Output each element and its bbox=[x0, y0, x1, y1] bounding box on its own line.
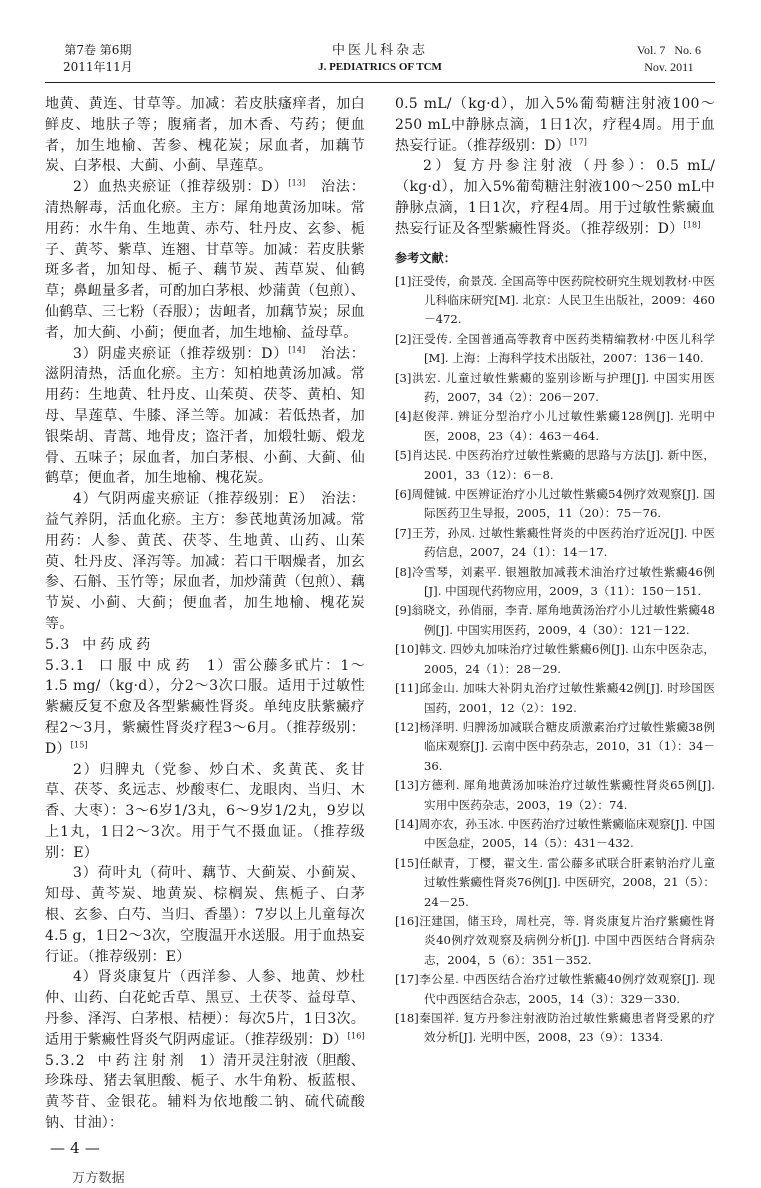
section-title: 中药注射剂 bbox=[97, 1052, 188, 1069]
reference-item bbox=[395, 1009, 715, 1048]
paragraph bbox=[45, 177, 365, 343]
paragraph bbox=[45, 656, 365, 760]
issue-info bbox=[63, 42, 133, 76]
reference-number: [15] bbox=[395, 855, 419, 870]
reference-item bbox=[395, 970, 715, 1009]
paragraph-body: 1）清开灵注射液（胆酸、珍珠母、猪去氧胆酸、栀子、水牛角粉、板蓝根、黄芩苷、金银花。辅料为依地酸二钠、硫代硫酸钠、甘油）： bbox=[45, 1052, 366, 1132]
reference-number: [8] bbox=[395, 564, 412, 579]
reference-item bbox=[395, 912, 715, 970]
paragraph: 地黄、黄连、甘草等。加减：若皮肤瘙痒者，加白鲜皮、地肤子等；腹痛者，加木香、芍药；便血者，加生地榆、苦参、槐花炭；尿血者，加藕节炭、白茅根、大蓟、小蓟、旱莲草。 bbox=[45, 96, 365, 175]
reference-text: 汪受传. 全国普通高等教育中医药类精编教材·中医儿科学[M]. 上海：上海科学技术出版社，2007：136－140. bbox=[411, 331, 715, 366]
reference-text: 杨泽明. 归脾汤加减联合糖皮质激素治疗过敏性紫癜38例临床观察[J]. 云南中医中药杂志，2010，31（1）：34－36. bbox=[418, 719, 715, 773]
paragraph-body: 治法：清热解毒，活血化瘀。主方：犀角地黄汤加味。常用药：水牛角、生地黄、赤芍、牡丹皮、玄参、栀子、黄芩、紫草、连翘、甘草等。加减：若皮肤紫斑多者，加知母、栀子、藕节炭、茜草炭、仙鹤草；鼻衄量多者，可酌加白茅根、炒蒲黄（包煎）、仙鹤草、三七粉（吞服）；齿衄者，加藕节炭；尿血者，加大蓟、小蓟；便血者，加生地榆、益母草。 bbox=[45, 179, 365, 341]
citation: [17] bbox=[569, 136, 588, 146]
journal-title-en: J. PEDIATRICS OF TCM bbox=[318, 61, 442, 73]
paragraph bbox=[395, 94, 715, 156]
journal-title bbox=[245, 42, 515, 76]
citation: [16] bbox=[347, 1031, 365, 1041]
reference-number: [10] bbox=[395, 642, 419, 657]
paragraph bbox=[45, 967, 365, 1050]
reference-text: 汪建国，储玉玲，周杜亮，等. 肾炎康复片治疗紫癜性肾炎40例疗效观察及病例分析[J]. 中国中西医结合肾病杂志，2004，5（6）：351－352. bbox=[418, 913, 715, 967]
reference-text: 韩文. 四妙丸加味治疗过敏性紫癜6例[J]. 山东中医杂志，2005，24（1）：28－29. bbox=[418, 642, 715, 676]
reference-text: 赵俊萍. 辨证分型治疗小儿过敏性紫癜128例[J]. 光明中医，2008，23（4）：463－464. bbox=[411, 409, 715, 443]
reference-item bbox=[395, 854, 715, 912]
journal-title-cn: 中医儿科杂志 bbox=[331, 43, 428, 58]
reference-item bbox=[395, 485, 715, 524]
paragraph: 2）归脾丸（党参、炒白术、炙黄芪、炙甘草、茯苓、炙远志、炒酸枣仁、龙眼肉、当归、木香、大枣）：3～6岁1/3丸，6～9岁1/2丸，9岁以上1丸，1日2～3次。用于气不摄血证。（推荐级别：E） bbox=[45, 761, 365, 861]
reference-text: 李公星. 中西医结合治疗过敏性紫癜40例疗效观察[J]. 现代中西医结合杂志，2005，14（3）：329－330. bbox=[418, 972, 715, 1006]
volume-issue-en: Vol. 7 No. 6 bbox=[636, 43, 701, 57]
reference-number: [13] bbox=[395, 778, 419, 793]
reference-item bbox=[395, 776, 715, 815]
paragraph: 3）荷叶丸（荷叶、藕节、大蓟炭、小蓟炭、知母、黄芩炭、地黄炭、棕榈炭、焦栀子、白茅根、玄参、白芍、当归、香墨）：7岁以上儿童每次4.5 g，1日2～3次，空腹温开水送服。用于血热妄行证。（推荐级别：E） bbox=[45, 865, 365, 965]
paragraph bbox=[45, 1051, 365, 1134]
reference-text: 王芳，孙凤. 过敏性紫癜性肾炎的中医药治疗近况[J]. 中医药信息，2007，24（1）：14－17. bbox=[411, 525, 715, 560]
page-number: — 4 — bbox=[50, 1138, 101, 1157]
issue-info-en bbox=[637, 42, 701, 76]
paragraph-heading: 2）血热夹瘀证（推荐级别：D） bbox=[73, 179, 289, 196]
reference-number: [2] bbox=[395, 331, 412, 346]
running-header bbox=[45, 42, 715, 83]
reference-text: 秦国祥. 复方丹参注射液防治过敏性紫癜患者肾受累的疗效分析[J]. 光明中医，2008，23（9）：1334. bbox=[418, 1011, 715, 1045]
paragraph-body: 1）雷公藤多甙片：1～1.5 mg/（kg·d），分2～3次口服。适用于过敏性紫癜反复不愈及各型紫癜性肾炎。单纯皮肤紫癜疗程2～3月，紫癜性肾炎疗程3～6月。（推荐级别：D） bbox=[45, 657, 366, 757]
reference-text: 周亦农，孙玉冰. 中医药治疗过敏性紫癜临床观察[J]. 中国中医急症，2005，14（5）：431－432. bbox=[418, 816, 715, 851]
reference-number: [9] bbox=[395, 603, 412, 618]
reference-number: [4] bbox=[395, 409, 412, 424]
volume-issue: 第7卷 第6期 bbox=[64, 43, 132, 57]
section-number: 5.3 bbox=[45, 636, 71, 653]
citation: [13] bbox=[288, 178, 306, 188]
reference-number: [11] bbox=[395, 681, 419, 696]
reference-number: [7] bbox=[395, 525, 412, 540]
reference-number: [14] bbox=[395, 816, 419, 831]
paragraph-body: 治法：滋阴清热，活血化瘀。主方：知柏地黄汤加减。常用药：生地黄、牡丹皮、山茱萸、茯苓、黄柏、知母、旱莲草、牛膝、泽兰等。加减：若低热者，加银柴胡、青蒿、地骨皮；盗汗者，加煅牡蛎、煅龙骨、五味子；尿血者，加白茅根、小蓟、大蓟、仙鹤草；便血者，加生地榆、槐花炭。 bbox=[45, 345, 365, 487]
watermark: 万方数据 bbox=[72, 1170, 125, 1186]
reference-item bbox=[395, 601, 715, 640]
reference-text: 方德利. 犀角地黄汤加味治疗过敏性紫癜性肾炎65例[J]. 实用中医药杂志，2003，19（2）：74. bbox=[418, 778, 715, 812]
reference-number: [16] bbox=[395, 913, 419, 928]
paragraph-body: 0.5 mL/（kg·d），加入5%葡萄糖注射液100～250 mL中静脉点滴，1日1次，疗程4周。用于血热妄行证。（推荐级别：D） bbox=[395, 96, 715, 154]
reference-number: [12] bbox=[395, 719, 419, 734]
reference-item bbox=[395, 640, 715, 679]
paragraph-body: 2）复方丹参注射液（丹参）：0.5 mL/（kg·d），加入5%葡萄糖注射液100～250 mL中静脉点滴，1日1次，疗程4周。用于过敏性紫癜血热妄行证及各型紫癜性肾炎。（推荐级别：D） bbox=[395, 158, 715, 237]
reference-text: 汪受传，俞景茂. 全国高等中医药院校研究生规划教材·中医儿科临床研究[M]. 北京：人民卫生出版社，2009：460－472. bbox=[411, 273, 715, 327]
reference-item bbox=[395, 369, 715, 408]
references-heading: 参考文献： bbox=[395, 250, 457, 265]
citation: [15] bbox=[70, 740, 88, 750]
reference-item bbox=[395, 330, 715, 369]
reference-text: 任献青，丁樱，翟文生. 雷公藤多甙联合肝素钠治疗儿童过敏性紫癜性肾炎76例[J]. 中医研究，2008，21（5）：24－25. bbox=[418, 855, 715, 909]
issue-date: 2011年11月 bbox=[63, 60, 133, 74]
citation: [18] bbox=[683, 220, 701, 230]
reference-text: 洪宏. 儿童过敏性紫癜的鉴别诊断与护理[J]. 中国实用医药，2007，34（2）：206－207. bbox=[411, 370, 715, 405]
section-title: 中药成药 bbox=[82, 636, 155, 653]
reference-item bbox=[395, 815, 715, 854]
right-column bbox=[395, 94, 715, 1048]
left-column bbox=[45, 94, 365, 1188]
reference-text: 冷雪琴，刘素平. 银翘散加减莪术油治疗过敏性紫癜46例[J]. 中国现代药物应用，2009，3（11）：150－151. bbox=[411, 564, 715, 599]
reference-number: [18] bbox=[395, 1011, 419, 1026]
paragraph-body: 4）肾炎康复片（西洋参、人参、地黄、炒杜仲、山药、白花蛇舌草、黑豆、土茯苓、益母草、丹参、泽泻、白茅根、桔梗）：每次5片，1日3次。适用于紫癜性肾炎气阴两虚证。（推荐级别：D） bbox=[45, 969, 365, 1048]
reference-text: 翁晓文，孙俏丽，李青. 犀角地黄汤治疗小儿过敏性紫癜48例[J]. 中国实用医药，2009，4（30）：121－122. bbox=[411, 603, 715, 637]
paragraph bbox=[395, 156, 715, 239]
section-title: 口服中成药 bbox=[97, 657, 195, 674]
reference-number: [5] bbox=[395, 448, 412, 463]
reference-item bbox=[395, 446, 715, 485]
reference-item bbox=[395, 563, 715, 602]
reference-text: 邱金山. 加味大补阴丸治疗过敏性紫癜42例[J]. 时珍国医国药，2001，12（2）：192. bbox=[418, 681, 715, 715]
reference-number: [17] bbox=[395, 972, 419, 987]
section-heading-5-3 bbox=[45, 635, 365, 656]
reference-text: 肖达民. 中医药治疗过敏性紫癜的思路与方法[J]. 新中医，2001，33（12）：6－8. bbox=[411, 448, 715, 482]
reference-item bbox=[395, 272, 715, 330]
paragraph-heading: 3）阴虚夹瘀证（推荐级别：D） bbox=[73, 345, 289, 362]
reference-list bbox=[395, 272, 715, 1048]
reference-item bbox=[395, 718, 715, 776]
reference-number: [3] bbox=[395, 370, 412, 385]
section-number: 5.3.1 bbox=[45, 657, 86, 674]
citation: [14] bbox=[288, 344, 306, 354]
reference-number: [6] bbox=[395, 487, 412, 502]
reference-item bbox=[395, 524, 715, 563]
reference-text: 周健铖. 中医辨证治疗小儿过敏性紫癜54例疗效观察[J]. 国际医药卫生导报，2005，11（20）：75－76. bbox=[411, 487, 715, 521]
section-number: 5.3.2 bbox=[45, 1052, 86, 1069]
reference-item bbox=[395, 407, 715, 446]
paragraph bbox=[45, 344, 365, 490]
issue-date-en: Nov. 2011 bbox=[644, 60, 694, 74]
paragraph: 4）气阴两虚夹瘀证（推荐级别：E） 治法：益气养阴，活血化瘀。主方：参芪地黄汤加减。常用药：人参、黄芪、茯苓、生地黄、山药、山茱萸、牡丹皮、泽泻等。加减：若口干咽燥者，加玄参、石斛、玉竹等；尿血者，加炒蒲黄（包煎）、藕节炭、小蓟、大蓟；便血者，加生地榆、槐花炭等。 bbox=[45, 491, 365, 632]
reference-item bbox=[395, 679, 715, 718]
reference-number: [1] bbox=[395, 273, 412, 288]
